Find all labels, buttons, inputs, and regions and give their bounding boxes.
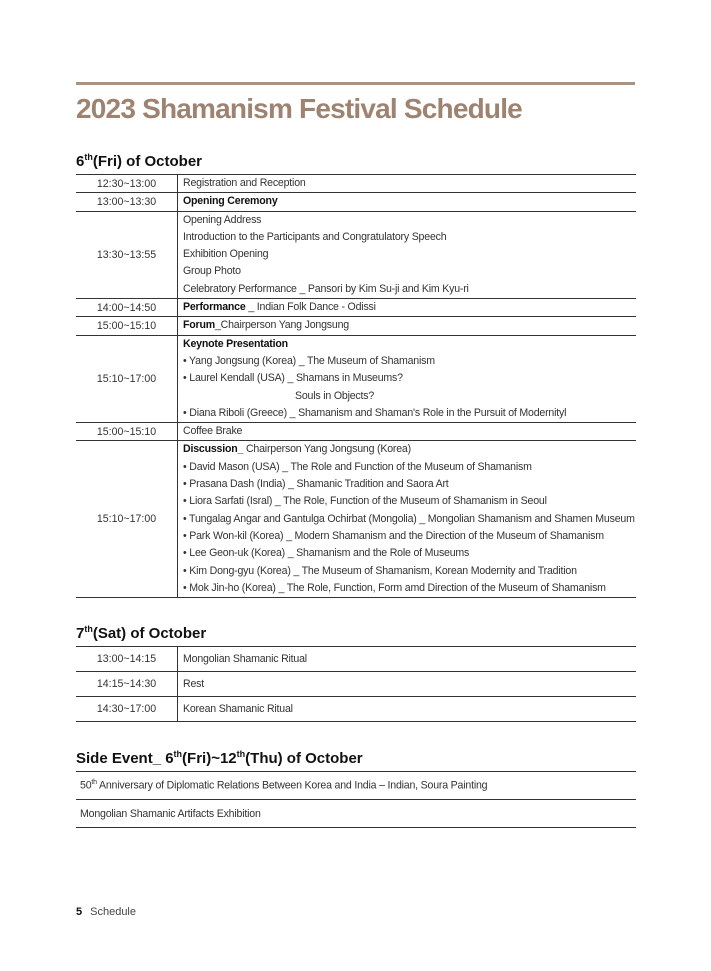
- description-line: [183, 317, 636, 334]
- description-line: [183, 528, 636, 545]
- bold-label: Forum: [183, 319, 215, 332]
- line-text: _Chairperson Yang Jongsung: [214, 319, 349, 332]
- description-cell: [178, 423, 637, 441]
- table-row: [76, 211, 636, 298]
- day2-table: [76, 646, 636, 722]
- description-line: [183, 441, 636, 458]
- line-text: Registration and Reception: [183, 177, 306, 189]
- line-text: • Tungalag Angar and Gantulga Ochirbat (Mongolia) _ Mongolian Shamanism and Shamen Museum: [183, 512, 635, 525]
- line-text: Souls in Objects?: [295, 389, 375, 402]
- description-line: [183, 229, 636, 246]
- table-row: [76, 299, 636, 317]
- description-line: [183, 370, 636, 387]
- time-cell: 12:30~13:00: [76, 175, 178, 193]
- side-event-heading: Side Event_ 6th(Fri)~12th(Thu) of October: [76, 749, 363, 767]
- time-cell: 15:10~17:00: [76, 335, 178, 422]
- line-text: Coffee Brake: [183, 425, 243, 438]
- description-line: [183, 388, 636, 405]
- line-text: Opening Address: [183, 213, 262, 226]
- description-cell: [178, 211, 637, 298]
- time-cell: 14:15~14:30: [76, 672, 178, 697]
- description-cell: [178, 175, 637, 193]
- description-line: [183, 511, 636, 528]
- line-text: Group Photo: [183, 265, 241, 278]
- table-row: [76, 672, 636, 697]
- description-line: [183, 353, 636, 370]
- page-footer: [76, 906, 136, 918]
- table-row: [76, 697, 636, 722]
- table-row: [76, 317, 636, 335]
- side-event-table: [76, 771, 636, 828]
- side-event-text: Mongolian Shamanic Artifacts Exhibition: [80, 807, 261, 820]
- description-line: [183, 246, 636, 263]
- ordinal-suffix: th: [91, 779, 97, 787]
- time-cell: 15:00~15:10: [76, 317, 178, 335]
- ordinal-number: 50: [80, 779, 92, 792]
- bold-label: Discussion_: [183, 443, 244, 456]
- description-cell: Mongolian Shamanic Ritual: [178, 647, 637, 672]
- table-row: [76, 772, 636, 800]
- bold-label: Keynote Presentation: [183, 337, 288, 350]
- side-event-text: Anniversary of Diplomatic Relations Between Korea and India – Indian, Soura Painting: [96, 779, 488, 792]
- line-text: • Park Won-kil (Korea) _ Modern Shamanism and the Direction of the Museum of Shamanism: [183, 529, 604, 542]
- time-cell: 15:00~15:10: [76, 423, 178, 441]
- day1-table: [76, 174, 636, 598]
- footer-label: Schedule: [90, 906, 136, 918]
- description-line: [183, 299, 636, 316]
- description-line: [183, 580, 636, 597]
- description-cell: [178, 299, 637, 317]
- bold-label: Performance: [183, 301, 246, 314]
- top-rule: [76, 82, 635, 85]
- time-cell: 13:00~13:30: [76, 193, 178, 211]
- page-number: 5: [76, 906, 83, 918]
- description-line: [183, 423, 636, 440]
- line-text: Introduction to the Participants and Congratulatory Speech: [183, 230, 447, 243]
- description-line: [183, 175, 636, 192]
- line-text: • David Mason (USA) _ The Role and Function of the Museum of Shamanism: [183, 460, 532, 473]
- bold-label: Opening Ceremony: [183, 195, 278, 208]
- table-row: [76, 800, 636, 828]
- description-line: [183, 405, 636, 422]
- description-line: [183, 476, 636, 493]
- line-text: _ Indian Folk Dance - Odissi: [245, 301, 376, 314]
- line-text: Exhibition Opening: [183, 248, 269, 261]
- line-text: • Yang Jongsung (Korea) _ The Museum of Shamanism: [183, 354, 435, 367]
- table-row: [76, 647, 636, 672]
- description-cell: [178, 441, 637, 598]
- line-text: • Diana Riboli (Greece) _ Shamanism and Shaman's Role in the Pursuit of Modernityl: [183, 406, 567, 419]
- table-row: [76, 335, 636, 422]
- table-row: [76, 423, 636, 441]
- line-text: • Liora Sarfati (Isral) _ The Role, Function of the Museum of Shamanism in Seoul: [183, 495, 547, 508]
- time-cell: 13:30~13:55: [76, 211, 178, 298]
- description-cell: Korean Shamanic Ritual: [178, 697, 637, 722]
- side-event-cell: [76, 772, 636, 800]
- description-line: [183, 545, 636, 562]
- line-text: Celebratory Performance _ Pansori by Kim Su-ji and Kim Kyu-ri: [183, 282, 469, 295]
- time-cell: 14:00~14:50: [76, 299, 178, 317]
- line-text: Chairperson Yang Jongsung (Korea): [243, 443, 411, 456]
- table-row: [76, 441, 636, 598]
- description-line: [183, 336, 636, 353]
- line-text: • Prasana Dash (India) _ Shamanic Tradition and Saora Art: [183, 478, 449, 491]
- time-cell: 15:10~17:00: [76, 441, 178, 598]
- table-row: [76, 175, 636, 193]
- description-cell: Rest: [178, 672, 637, 697]
- page-title: 2023 Shamanism Festival Schedule: [76, 93, 522, 124]
- line-text: • Lee Geon-uk (Korea) _ Shamanism and the Role of Museums: [183, 547, 470, 560]
- description-line: [183, 563, 636, 580]
- line-text: • Mok Jin-ho (Korea) _ The Role, Function, Form amd Direction of the Museum of Shamanism: [183, 581, 606, 594]
- description-cell: [178, 317, 637, 335]
- description-line: [183, 193, 636, 210]
- description-cell: [178, 335, 637, 422]
- description-line: [183, 459, 636, 476]
- description-line: [183, 263, 636, 280]
- time-cell: 14:30~17:00: [76, 697, 178, 722]
- description-line: [183, 281, 636, 298]
- table-row: [76, 193, 636, 211]
- line-text: • Laurel Kendall (USA) _ Shamans in Museums?: [183, 372, 403, 385]
- description-line: [183, 212, 636, 229]
- description-cell: [178, 193, 637, 211]
- side-event-cell: [76, 800, 636, 828]
- description-line: [183, 493, 636, 510]
- day2-heading: 7th(Sat) of October: [76, 624, 207, 642]
- line-text: • Kim Dong-gyu (Korea) _ The Museum of Shamanism, Korean Modernity and Tradition: [183, 564, 577, 577]
- time-cell: 13:00~14:15: [76, 647, 178, 672]
- day1-heading: 6th(Fri) of October: [76, 152, 203, 170]
